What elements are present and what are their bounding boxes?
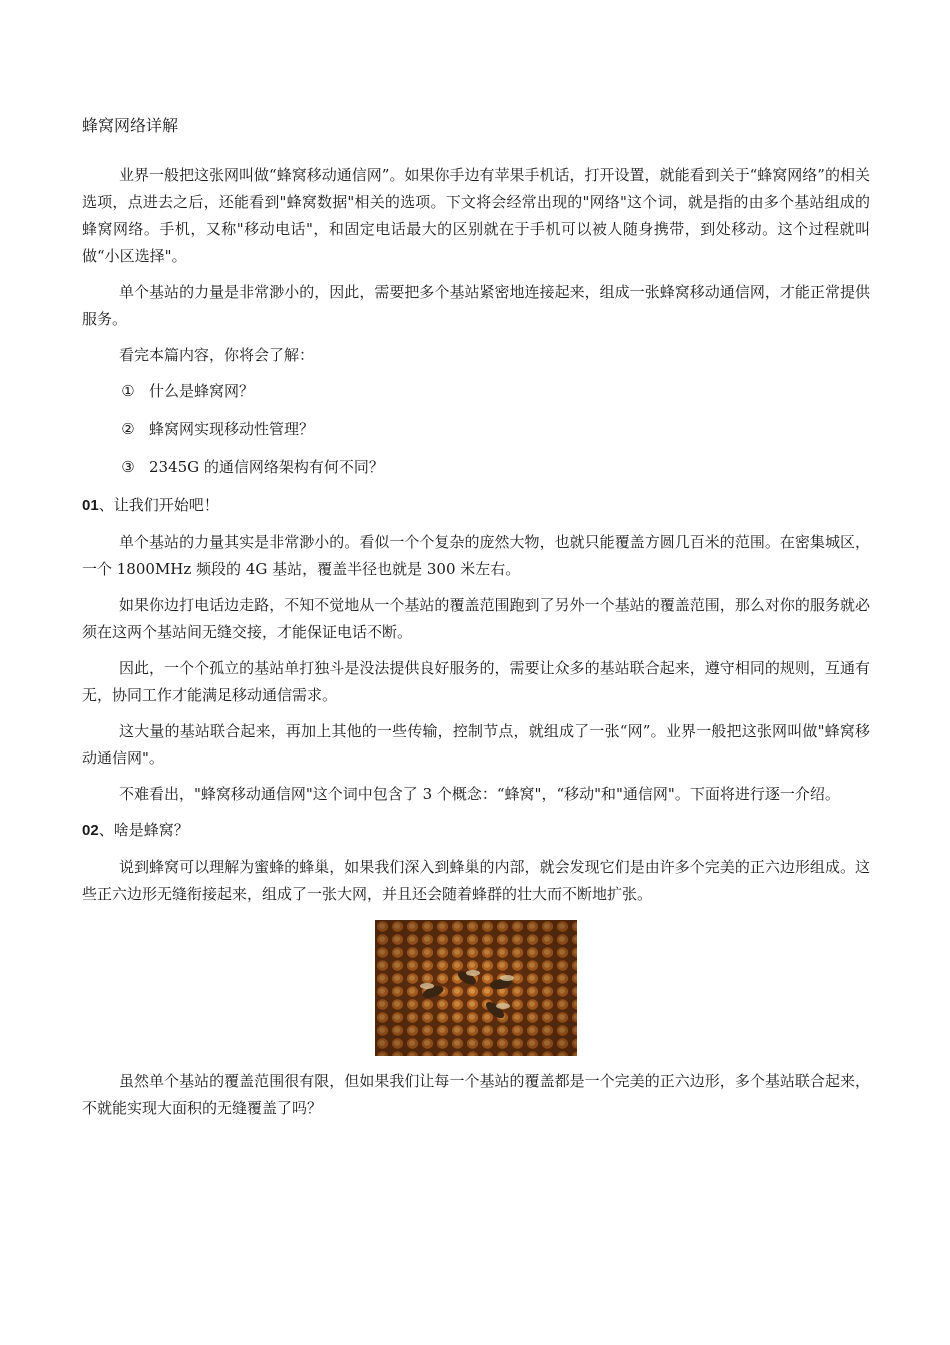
figure xyxy=(82,920,870,1056)
contents-list xyxy=(82,378,870,481)
intro-paragraph: 单个基站的力量是非常渺小的，因此，需要把多个基站紧密地连接起来，组成一张蜂窝移动通信网，才能正常提供服务。 xyxy=(82,283,870,328)
section-paragraph: 因此，一个个孤立的基站单打独斗是没法提供良好服务的，需要让众多的基站联合起来，遵守相同的规则，互通有无，协同工作才能满足移动通信需求。 xyxy=(82,659,870,704)
section-title: 、让我们开始吧！ xyxy=(98,496,219,514)
list-item xyxy=(119,416,870,443)
section-paragraph: 虽然单个基站的覆盖范围很有限，但如果我们让每一个基站的覆盖都是一个完美的正六边形，多个基站联合起来，不就能实现大面积的无缝覆盖了吗？ xyxy=(82,1072,870,1117)
section-number: 02 xyxy=(82,822,99,839)
list-marker: ③ xyxy=(121,458,135,476)
list-marker: ② xyxy=(121,420,135,438)
section-number: 01 xyxy=(82,497,99,514)
list-marker: ① xyxy=(121,382,135,400)
section-heading xyxy=(82,817,870,844)
section-paragraph: 不难看出，"蜂窝移动通信网"这个词中包含了 3 个概念：“蜂窝"，“移动"和"通信网"。下面将进行逐一介绍。 xyxy=(119,785,840,803)
intro-paragraph: 看完本篇内容，你将会了解： xyxy=(119,346,315,364)
list-item xyxy=(119,454,870,481)
list-item-text: 蜂窝网实现移动性管理？ xyxy=(149,420,315,438)
section-paragraph: 这大量的基站联合起来，再加上其他的一些传输，控制节点，就组成了一张“网”。业界一般把这张网叫做"蜂窝移动通信网"。 xyxy=(82,722,870,767)
list-item xyxy=(119,378,870,405)
doc-title: 蜂窝网络详解 xyxy=(82,116,179,135)
document-body xyxy=(82,112,870,1131)
list-item-text: 2345G 的通信网络架构有何不同？ xyxy=(149,458,384,476)
section-paragraph: 单个基站的力量其实是非常渺小的。看似一个个复杂的庞然大物，也就只能覆盖方圆几百米的范围。在密集城区，一个 1800MHz 频段的 4G 基站，覆盖半径也就是 300 米左右。 xyxy=(82,533,870,578)
honeycomb-image xyxy=(375,920,577,1056)
list-item-text: 什么是蜂窝网？ xyxy=(149,382,255,400)
section-paragraph: 如果你边打电话边走路，不知不觉地从一个基站的覆盖范围跑到了另外一个基站的覆盖范围，那么对你的服务就必须在这两个基站间无缝交接，才能保证电话不断。 xyxy=(82,596,870,641)
section-heading xyxy=(82,492,870,519)
intro-paragraph: 业界一般把这张网叫做“蜂窝移动通信网”。如果你手边有苹果手机话，打开设置，就能看到关于“蜂窝网络”的相关选项，点进去之后，还能看到"蜂窝数据"相关的选项。下文将会经常出现的"网络"这个词，就是指的由多个基站组成的蜂窝网络。手机，又称"移动电话"，和固定电话最大的区别就在于手机可以被人随身携带，到处移动。这个过程就叫做“小区选择"。 xyxy=(82,166,870,265)
section-title: 、啥是蜂窝？ xyxy=(98,821,189,839)
section-paragraph: 说到蜂窝可以理解为蜜蜂的蜂巢，如果我们深入到蜂巢的内部，就会发现它们是由许多个完美的正六边形组成。这些正六边形无缝衔接起来，组成了一张大网，并且还会随着蜂群的壮大而不断地扩张。 xyxy=(82,858,870,903)
image-vignette xyxy=(375,920,577,1056)
